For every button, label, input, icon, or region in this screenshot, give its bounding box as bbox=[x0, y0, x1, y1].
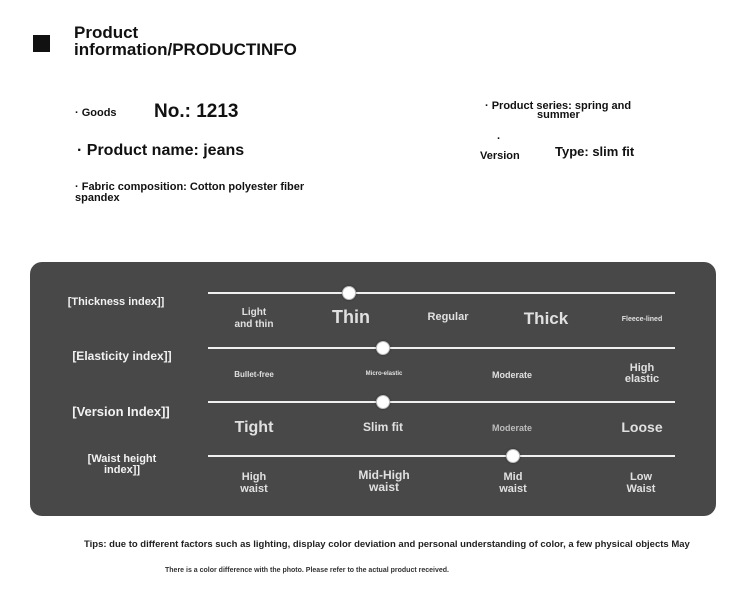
elasticity-option-moderate: Moderate bbox=[491, 370, 533, 380]
page-title-line2: information/PRODUCTINFO bbox=[74, 40, 297, 59]
thickness-index-label: [Thickness index]] bbox=[67, 296, 165, 308]
index-panel bbox=[30, 262, 716, 516]
waist-option-mid bbox=[499, 471, 527, 495]
waist-option-high-line1: High bbox=[241, 471, 267, 483]
version-label: Version bbox=[480, 150, 520, 162]
product-type: Type: slim fit bbox=[555, 144, 635, 159]
version-slider-knob[interactable] bbox=[376, 395, 390, 409]
version-option-loose: Loose bbox=[621, 419, 663, 435]
elasticity-option-high-line2: elastic bbox=[624, 373, 660, 385]
waist-height-label-line1: [Waist height bbox=[87, 453, 157, 465]
product-series bbox=[485, 102, 631, 120]
thickness-slider-track bbox=[208, 292, 675, 294]
page-title bbox=[74, 24, 297, 58]
waist-height-index-label bbox=[66, 454, 178, 476]
version-option-moderate: Moderate bbox=[491, 423, 533, 433]
elasticity-slider-track bbox=[208, 347, 675, 349]
waist-option-mid-high bbox=[358, 469, 409, 493]
goods-label: · Goods bbox=[75, 107, 117, 119]
elasticity-option-high bbox=[625, 363, 659, 385]
waist-option-mid-line1: Mid bbox=[503, 471, 523, 483]
thickness-option-fleece: Fleece-lined bbox=[621, 316, 663, 323]
version-dot: · bbox=[497, 133, 501, 145]
waist-height-slider-knob[interactable] bbox=[506, 449, 520, 463]
series-line2: summer bbox=[537, 109, 580, 121]
thickness-option-thin: Thin bbox=[332, 307, 370, 327]
thickness-option-regular: Regular bbox=[427, 311, 469, 323]
waist-height-slider-track bbox=[208, 455, 675, 457]
elasticity-option-high-line1: High bbox=[629, 362, 655, 374]
thickness-option-light bbox=[235, 307, 274, 331]
waist-option-high bbox=[240, 471, 268, 495]
fabric-line2: spandex bbox=[75, 192, 120, 204]
elasticity-option-micro: Micro-elastic bbox=[365, 371, 403, 377]
waist-option-low bbox=[627, 471, 656, 495]
elasticity-slider-knob[interactable] bbox=[376, 341, 390, 355]
thickness-option-thick: Thick bbox=[523, 309, 569, 328]
version-index-label: [Version Index]] bbox=[72, 404, 170, 419]
thickness-option-light-line1: Light bbox=[241, 307, 267, 318]
page-title-line1: Product bbox=[74, 23, 139, 42]
waist-option-low-line2: Waist bbox=[626, 483, 656, 495]
tips-line1: Tips: due to different factors such as lighting, display color deviation and personal understanding of color, a few physical objects May bbox=[84, 539, 690, 550]
waist-option-mid-high-line2: waist bbox=[368, 480, 400, 494]
thickness-option-light-line2: and thin bbox=[234, 319, 274, 330]
header-square-icon bbox=[33, 35, 50, 52]
thickness-slider-knob[interactable] bbox=[342, 286, 356, 300]
goods-number: No.: 1213 bbox=[154, 101, 239, 122]
version-slider-track bbox=[208, 401, 675, 403]
version-option-slim-fit: Slim fit bbox=[362, 420, 404, 434]
tips-line2: There is a color difference with the photo. Please refer to the actual product received. bbox=[165, 567, 449, 574]
product-name: · Product name: jeans bbox=[77, 142, 245, 159]
waist-height-label-line2: index]] bbox=[103, 464, 141, 476]
waist-option-high-line2: waist bbox=[240, 483, 268, 495]
fabric-line1: · Fabric composition: Cotton polyester fiber bbox=[75, 181, 305, 193]
waist-option-mid-high-line1: Mid-High bbox=[358, 468, 410, 482]
series-line1: · Product series: spring and bbox=[485, 100, 632, 112]
elasticity-index-label: [Elasticity index]] bbox=[72, 349, 172, 363]
waist-option-low-line1: Low bbox=[630, 471, 652, 483]
version-option-tight: Tight bbox=[234, 419, 274, 436]
waist-option-mid-line2: waist bbox=[499, 483, 527, 495]
elasticity-option-bullet-free: Bullet-free bbox=[234, 370, 274, 379]
fabric-composition bbox=[75, 182, 304, 204]
